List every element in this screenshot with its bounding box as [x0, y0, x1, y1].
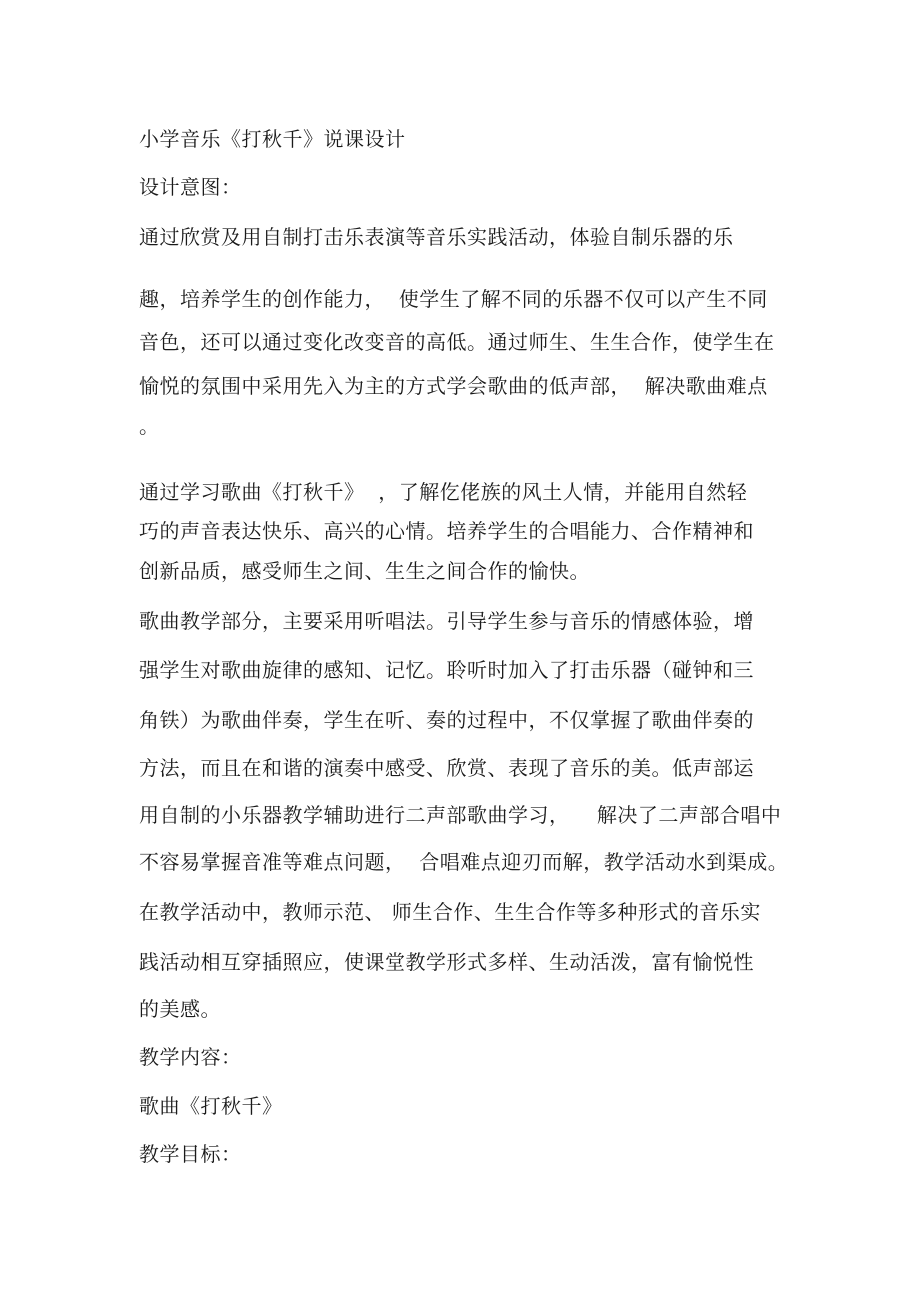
paragraph-line: 践活动相互穿插照应，使课堂教学形式多样、生动活泼，富有愉悦性 [139, 950, 754, 974]
paragraph-line: 强学生对歌曲旋律的感知、记忆。聆听时加入了打击乐器（碰钟和三 [139, 658, 754, 682]
paragraph-line: 歌曲教学部分，主要采用听唱法。引导学生参与音乐的情感体验，增 [139, 609, 754, 633]
paragraph-line: 通过学习歌曲《打秋千》 ，了解仡佬族的风土人情，并能用自然轻 [139, 480, 748, 504]
paragraph-line: 用自制的小乐器教学辅助进行二声部歌曲学习， 解决了二声部合唱中 [139, 803, 782, 827]
paragraph-line: 趣，培养学生的创作能力， 使学生了解不同的乐器不仅可以产生不同 [139, 287, 768, 311]
paragraph-line: 角铁）为歌曲伴奏，学生在听、奏的过程中，不仅掌握了歌曲伴奏的 [139, 708, 754, 732]
paragraph-line: 在教学活动中，教师示范、 师生合作、生生合作等多种形式的音乐实 [139, 900, 761, 924]
paragraph-line: 愉悦的氛围中采用先入为主的方式学会歌曲的低声部， 解决歌曲难点 [139, 374, 768, 398]
paragraph-line: 。 [139, 414, 160, 438]
section-heading-teaching-goals: 教学目标： [139, 1142, 242, 1166]
paragraph-line: 创新品质，感受师生之间、生生之间合作的愉快。 [139, 559, 590, 583]
paragraph-line: 音色，还可以通过变化改变音的高低。通过师生、生生合作，使学生在 [139, 330, 775, 354]
paragraph-line: 巧的声音表达快乐、高兴的心情。培养学生的合唱能力、合作精神和 [139, 519, 754, 543]
document-title: 小学音乐《打秋千》说课设计 [139, 127, 406, 151]
section-heading-teaching-content: 教学内容： [139, 1045, 242, 1069]
paragraph-line: 的美感。 [139, 997, 221, 1021]
section-heading-design-intent: 设计意图： [139, 175, 242, 199]
paragraph-line: 通过欣赏及用自制打击乐表演等音乐实践活动，体验自制乐器的乐 [139, 225, 734, 249]
paragraph-line: 不容易掌握音准等难点问题， 合唱难点迎刃而解，教学活动水到渠成。 [139, 850, 789, 874]
paragraph-line: 方法，而且在和谐的演奏中感受、欣赏、表现了音乐的美。低声部运 [139, 756, 754, 780]
paragraph-line: 歌曲《打秋千》 [139, 1094, 283, 1118]
